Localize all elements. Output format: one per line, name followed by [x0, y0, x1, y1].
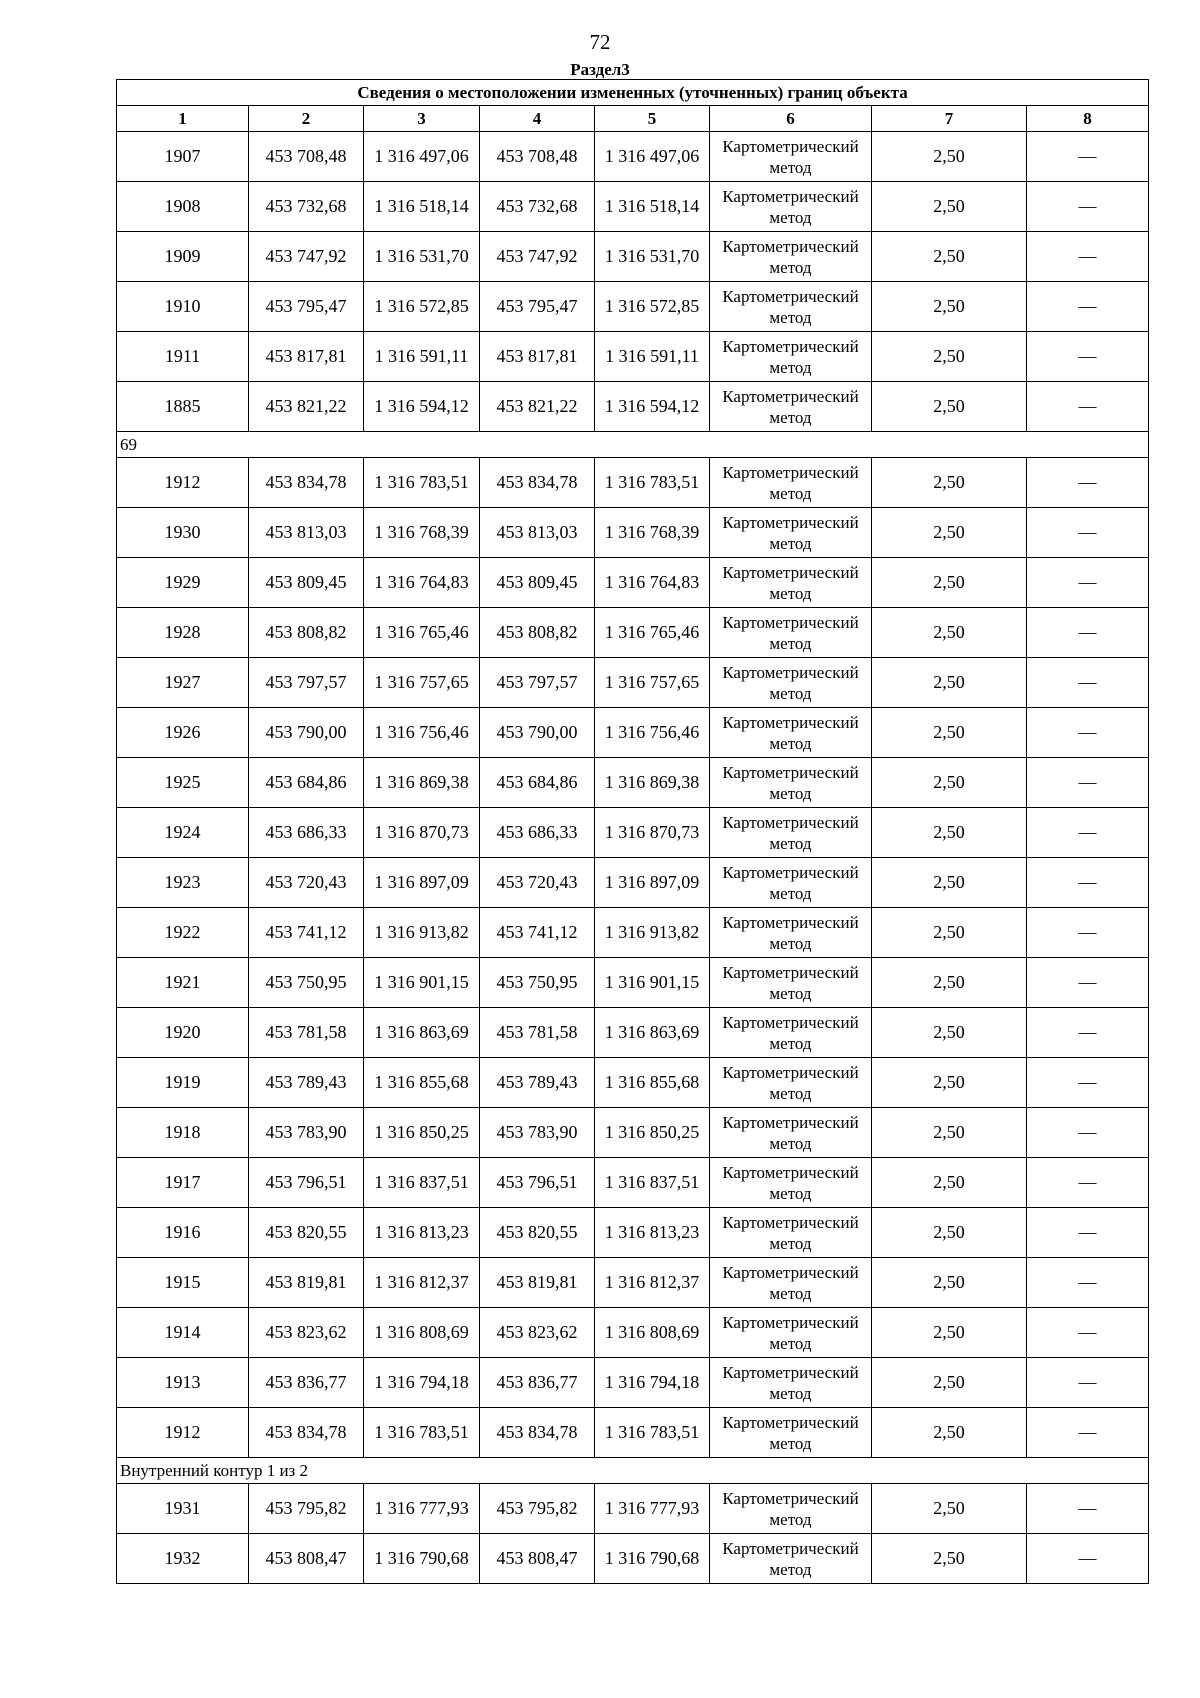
y-old-cell: 1 316 777,93	[364, 1484, 480, 1534]
method-cell: Картометрический метод	[710, 1534, 872, 1584]
table-row	[117, 1008, 1149, 1058]
method-cell: Картометрический метод	[710, 1208, 872, 1258]
y-old-cell: 1 316 812,37	[364, 1258, 480, 1308]
accuracy-cell: 2,50	[872, 332, 1027, 382]
y-new-cell: 1 316 790,68	[595, 1534, 710, 1584]
note-cell: —	[1027, 1008, 1149, 1058]
x-new-cell: 453 795,82	[480, 1484, 595, 1534]
point-number-cell: 1910	[117, 282, 249, 332]
table-row	[117, 658, 1149, 708]
y-old-cell: 1 316 813,23	[364, 1208, 480, 1258]
x-old-cell: 453 809,45	[249, 558, 364, 608]
x-new-cell: 453 821,22	[480, 382, 595, 432]
note-cell: —	[1027, 1358, 1149, 1408]
point-number-cell: 1885	[117, 382, 249, 432]
x-old-cell: 453 741,12	[249, 908, 364, 958]
x-new-cell: 453 813,03	[480, 508, 595, 558]
point-number-cell: 1909	[117, 232, 249, 282]
method-cell: Картометрический метод	[710, 1358, 872, 1408]
column-header: 8	[1027, 106, 1149, 132]
table-row	[117, 1358, 1149, 1408]
point-number-cell: 1920	[117, 1008, 249, 1058]
note-cell: —	[1027, 1408, 1149, 1458]
method-cell: Картометрический метод	[710, 858, 872, 908]
x-new-cell: 453 817,81	[480, 332, 595, 382]
point-number-cell: 1923	[117, 858, 249, 908]
column-header: 5	[595, 106, 710, 132]
x-new-cell: 453 732,68	[480, 182, 595, 232]
note-cell: —	[1027, 1158, 1149, 1208]
x-new-cell: 453 809,45	[480, 558, 595, 608]
method-cell: Картометрический метод	[710, 558, 872, 608]
note-cell: —	[1027, 1308, 1149, 1358]
x-old-cell: 453 789,43	[249, 1058, 364, 1108]
y-new-cell: 1 316 897,09	[595, 858, 710, 908]
x-new-cell: 453 789,43	[480, 1058, 595, 1108]
y-new-cell: 1 316 594,12	[595, 382, 710, 432]
y-new-cell: 1 316 765,46	[595, 608, 710, 658]
section-title: Раздел3	[570, 60, 630, 79]
x-old-cell: 453 813,03	[249, 508, 364, 558]
x-new-cell: 453 796,51	[480, 1158, 595, 1208]
column-header: 1	[117, 106, 249, 132]
y-old-cell: 1 316 518,14	[364, 182, 480, 232]
accuracy-cell: 2,50	[872, 758, 1027, 808]
y-new-cell: 1 316 757,65	[595, 658, 710, 708]
y-old-cell: 1 316 913,82	[364, 908, 480, 958]
table-row	[117, 858, 1149, 908]
x-new-cell: 453 808,47	[480, 1534, 595, 1584]
method-cell: Картометрический метод	[710, 232, 872, 282]
accuracy-cell: 2,50	[872, 282, 1027, 332]
contour-label: 69	[117, 432, 1149, 458]
table-row	[117, 908, 1149, 958]
x-old-cell: 453 750,95	[249, 958, 364, 1008]
x-new-cell: 453 820,55	[480, 1208, 595, 1258]
method-cell: Картометрический метод	[710, 958, 872, 1008]
method-cell: Картометрический метод	[710, 1308, 872, 1358]
accuracy-cell: 2,50	[872, 1258, 1027, 1308]
y-old-cell: 1 316 783,51	[364, 458, 480, 508]
x-new-cell: 453 720,43	[480, 858, 595, 908]
table-row	[117, 1484, 1149, 1534]
table-row	[117, 958, 1149, 1008]
note-cell: —	[1027, 382, 1149, 432]
y-old-cell: 1 316 591,11	[364, 332, 480, 382]
x-old-cell: 453 781,58	[249, 1008, 364, 1058]
method-cell: Картометрический метод	[710, 182, 872, 232]
point-number-cell: 1913	[117, 1358, 249, 1408]
y-old-cell: 1 316 855,68	[364, 1058, 480, 1108]
note-cell: —	[1027, 332, 1149, 382]
accuracy-cell: 2,50	[872, 182, 1027, 232]
x-new-cell: 453 747,92	[480, 232, 595, 282]
table-row	[117, 508, 1149, 558]
method-cell: Картометрический метод	[710, 1258, 872, 1308]
note-cell: —	[1027, 508, 1149, 558]
x-new-cell: 453 834,78	[480, 1408, 595, 1458]
table-row	[117, 182, 1149, 232]
point-number-cell: 1917	[117, 1158, 249, 1208]
y-new-cell: 1 316 531,70	[595, 232, 710, 282]
x-new-cell: 453 781,58	[480, 1008, 595, 1058]
point-number-cell: 1922	[117, 908, 249, 958]
x-new-cell: 453 708,48	[480, 132, 595, 182]
y-new-cell: 1 316 808,69	[595, 1308, 710, 1358]
y-old-cell: 1 316 850,25	[364, 1108, 480, 1158]
x-old-cell: 453 790,00	[249, 708, 364, 758]
x-new-cell: 453 684,86	[480, 758, 595, 808]
x-old-cell: 453 819,81	[249, 1258, 364, 1308]
note-cell: —	[1027, 1258, 1149, 1308]
method-cell: Картометрический метод	[710, 758, 872, 808]
y-new-cell: 1 316 855,68	[595, 1058, 710, 1108]
y-old-cell: 1 316 497,06	[364, 132, 480, 182]
y-old-cell: 1 316 756,46	[364, 708, 480, 758]
table-row	[117, 458, 1149, 508]
point-number-cell: 1921	[117, 958, 249, 1008]
y-new-cell: 1 316 869,38	[595, 758, 710, 808]
y-new-cell: 1 316 863,69	[595, 1008, 710, 1058]
point-number-cell: 1927	[117, 658, 249, 708]
y-old-cell: 1 316 790,68	[364, 1534, 480, 1584]
y-old-cell: 1 316 757,65	[364, 658, 480, 708]
y-old-cell: 1 316 531,70	[364, 232, 480, 282]
x-new-cell: 453 797,57	[480, 658, 595, 708]
note-cell: —	[1027, 458, 1149, 508]
table-caption: Сведения о местоположении измененных (уточненных) границ объекта	[117, 80, 1149, 106]
x-new-cell: 453 686,33	[480, 808, 595, 858]
point-number-cell: 1912	[117, 1408, 249, 1458]
table-row	[117, 282, 1149, 332]
table-row	[117, 1534, 1149, 1584]
y-new-cell: 1 316 572,85	[595, 282, 710, 332]
accuracy-cell: 2,50	[872, 508, 1027, 558]
y-new-cell: 1 316 794,18	[595, 1358, 710, 1408]
method-cell: Картометрический метод	[710, 508, 872, 558]
y-old-cell: 1 316 808,69	[364, 1308, 480, 1358]
accuracy-cell: 2,50	[872, 1158, 1027, 1208]
accuracy-cell: 2,50	[872, 1534, 1027, 1584]
x-old-cell: 453 720,43	[249, 858, 364, 908]
x-new-cell: 453 741,12	[480, 908, 595, 958]
method-cell: Картометрический метод	[710, 332, 872, 382]
y-old-cell: 1 316 768,39	[364, 508, 480, 558]
accuracy-cell: 2,50	[872, 1058, 1027, 1108]
column-header: 7	[872, 106, 1027, 132]
y-new-cell: 1 316 901,15	[595, 958, 710, 1008]
note-cell: —	[1027, 182, 1149, 232]
x-old-cell: 453 821,22	[249, 382, 364, 432]
method-cell: Картометрический метод	[710, 1484, 872, 1534]
note-cell: —	[1027, 708, 1149, 758]
x-old-cell: 453 836,77	[249, 1358, 364, 1408]
x-old-cell: 453 795,47	[249, 282, 364, 332]
note-cell: —	[1027, 758, 1149, 808]
accuracy-cell: 2,50	[872, 908, 1027, 958]
x-old-cell: 453 797,57	[249, 658, 364, 708]
x-old-cell: 453 686,33	[249, 808, 364, 858]
point-number-cell: 1926	[117, 708, 249, 758]
note-cell: —	[1027, 958, 1149, 1008]
point-number-cell: 1931	[117, 1484, 249, 1534]
table-row	[117, 1308, 1149, 1358]
y-old-cell: 1 316 765,46	[364, 608, 480, 658]
method-cell: Картометрический метод	[710, 708, 872, 758]
accuracy-cell: 2,50	[872, 232, 1027, 282]
accuracy-cell: 2,50	[872, 558, 1027, 608]
method-cell: Картометрический метод	[710, 908, 872, 958]
note-cell: —	[1027, 908, 1149, 958]
y-old-cell: 1 316 572,85	[364, 282, 480, 332]
accuracy-cell: 2,50	[872, 1208, 1027, 1258]
x-new-cell: 453 836,77	[480, 1358, 595, 1408]
y-new-cell: 1 316 777,93	[595, 1484, 710, 1534]
point-number-cell: 1912	[117, 458, 249, 508]
accuracy-cell: 2,50	[872, 958, 1027, 1008]
method-cell: Картометрический метод	[710, 1008, 872, 1058]
point-number-cell: 1919	[117, 1058, 249, 1108]
method-cell: Картометрический метод	[710, 132, 872, 182]
point-number-cell: 1915	[117, 1258, 249, 1308]
contour-label-row	[117, 1458, 1149, 1484]
note-cell: —	[1027, 1058, 1149, 1108]
column-header: 6	[710, 106, 872, 132]
table-row	[117, 1058, 1149, 1108]
x-old-cell: 453 732,68	[249, 182, 364, 232]
accuracy-cell: 2,50	[872, 858, 1027, 908]
table-row	[117, 708, 1149, 758]
note-cell: —	[1027, 808, 1149, 858]
note-cell: —	[1027, 1208, 1149, 1258]
note-cell: —	[1027, 1534, 1149, 1584]
accuracy-cell: 2,50	[872, 1408, 1027, 1458]
accuracy-cell: 2,50	[872, 808, 1027, 858]
column-header: 4	[480, 106, 595, 132]
method-cell: Картометрический метод	[710, 282, 872, 332]
y-new-cell: 1 316 783,51	[595, 1408, 710, 1458]
method-cell: Картометрический метод	[710, 458, 872, 508]
accuracy-cell: 2,50	[872, 382, 1027, 432]
y-old-cell: 1 316 764,83	[364, 558, 480, 608]
contour-label: Внутренний контур 1 из 2	[117, 1458, 1149, 1484]
point-number-cell: 1916	[117, 1208, 249, 1258]
method-cell: Картометрический метод	[710, 382, 872, 432]
y-new-cell: 1 316 913,82	[595, 908, 710, 958]
y-new-cell: 1 316 837,51	[595, 1158, 710, 1208]
y-old-cell: 1 316 897,09	[364, 858, 480, 908]
note-cell: —	[1027, 608, 1149, 658]
x-old-cell: 453 808,47	[249, 1534, 364, 1584]
x-new-cell: 453 783,90	[480, 1108, 595, 1158]
x-new-cell: 453 795,47	[480, 282, 595, 332]
x-old-cell: 453 684,86	[249, 758, 364, 808]
table-row	[117, 232, 1149, 282]
x-old-cell: 453 795,82	[249, 1484, 364, 1534]
table-row	[117, 808, 1149, 858]
accuracy-cell: 2,50	[872, 1358, 1027, 1408]
y-new-cell: 1 316 756,46	[595, 708, 710, 758]
table-header-row	[117, 106, 1149, 132]
note-cell: —	[1027, 658, 1149, 708]
x-old-cell: 453 783,90	[249, 1108, 364, 1158]
table-row	[117, 758, 1149, 808]
contour-label-row	[117, 432, 1149, 458]
accuracy-cell: 2,50	[872, 458, 1027, 508]
accuracy-cell: 2,50	[872, 1108, 1027, 1158]
x-old-cell: 453 834,78	[249, 1408, 364, 1458]
table-row	[117, 1258, 1149, 1308]
x-old-cell: 453 796,51	[249, 1158, 364, 1208]
x-new-cell: 453 790,00	[480, 708, 595, 758]
table-row	[117, 332, 1149, 382]
x-old-cell: 453 708,48	[249, 132, 364, 182]
y-old-cell: 1 316 794,18	[364, 1358, 480, 1408]
y-new-cell: 1 316 812,37	[595, 1258, 710, 1308]
point-number-cell: 1911	[117, 332, 249, 382]
accuracy-cell: 2,50	[872, 608, 1027, 658]
y-new-cell: 1 316 518,14	[595, 182, 710, 232]
y-old-cell: 1 316 869,38	[364, 758, 480, 808]
method-cell: Картометрический метод	[710, 1108, 872, 1158]
x-old-cell: 453 747,92	[249, 232, 364, 282]
method-cell: Картометрический метод	[710, 1058, 872, 1108]
y-old-cell: 1 316 783,51	[364, 1408, 480, 1458]
column-header: 2	[249, 106, 364, 132]
table-row	[117, 1208, 1149, 1258]
x-old-cell: 453 834,78	[249, 458, 364, 508]
x-old-cell: 453 817,81	[249, 332, 364, 382]
y-old-cell: 1 316 863,69	[364, 1008, 480, 1058]
y-old-cell: 1 316 837,51	[364, 1158, 480, 1208]
x-new-cell: 453 834,78	[480, 458, 595, 508]
note-cell: —	[1027, 1108, 1149, 1158]
accuracy-cell: 2,50	[872, 1484, 1027, 1534]
y-old-cell: 1 316 901,15	[364, 958, 480, 1008]
point-number-cell: 1930	[117, 508, 249, 558]
note-cell: —	[1027, 132, 1149, 182]
y-new-cell: 1 316 870,73	[595, 808, 710, 858]
accuracy-cell: 2,50	[872, 658, 1027, 708]
method-cell: Картометрический метод	[710, 608, 872, 658]
point-number-cell: 1932	[117, 1534, 249, 1584]
x-new-cell: 453 819,81	[480, 1258, 595, 1308]
accuracy-cell: 2,50	[872, 1308, 1027, 1358]
note-cell: —	[1027, 282, 1149, 332]
y-new-cell: 1 316 768,39	[595, 508, 710, 558]
note-cell: —	[1027, 558, 1149, 608]
table-row	[117, 1158, 1149, 1208]
table-row	[117, 1408, 1149, 1458]
x-old-cell: 453 823,62	[249, 1308, 364, 1358]
method-cell: Картометрический метод	[710, 1408, 872, 1458]
table-row	[117, 132, 1149, 182]
point-number-cell: 1924	[117, 808, 249, 858]
table-row	[117, 382, 1149, 432]
table-row	[117, 558, 1149, 608]
x-new-cell: 453 823,62	[480, 1308, 595, 1358]
point-number-cell: 1914	[117, 1308, 249, 1358]
y-new-cell: 1 316 497,06	[595, 132, 710, 182]
note-cell: —	[1027, 232, 1149, 282]
x-new-cell: 453 808,82	[480, 608, 595, 658]
point-number-cell: 1907	[117, 132, 249, 182]
column-header: 3	[364, 106, 480, 132]
boundary-coordinates-table	[116, 79, 1149, 1584]
accuracy-cell: 2,50	[872, 1008, 1027, 1058]
note-cell: —	[1027, 858, 1149, 908]
table-caption-row	[117, 80, 1149, 106]
accuracy-cell: 2,50	[872, 132, 1027, 182]
method-cell: Картометрический метод	[710, 658, 872, 708]
x-new-cell: 453 750,95	[480, 958, 595, 1008]
y-new-cell: 1 316 783,51	[595, 458, 710, 508]
point-number-cell: 1928	[117, 608, 249, 658]
x-old-cell: 453 808,82	[249, 608, 364, 658]
point-number-cell: 1929	[117, 558, 249, 608]
method-cell: Картометрический метод	[710, 1158, 872, 1208]
y-new-cell: 1 316 764,83	[595, 558, 710, 608]
point-number-cell: 1925	[117, 758, 249, 808]
y-new-cell: 1 316 813,23	[595, 1208, 710, 1258]
method-cell: Картометрический метод	[710, 808, 872, 858]
y-new-cell: 1 316 850,25	[595, 1108, 710, 1158]
accuracy-cell: 2,50	[872, 708, 1027, 758]
note-cell: —	[1027, 1484, 1149, 1534]
table-row	[117, 608, 1149, 658]
y-old-cell: 1 316 594,12	[364, 382, 480, 432]
y-new-cell: 1 316 591,11	[595, 332, 710, 382]
table-row	[117, 1108, 1149, 1158]
point-number-cell: 1908	[117, 182, 249, 232]
x-old-cell: 453 820,55	[249, 1208, 364, 1258]
point-number-cell: 1918	[117, 1108, 249, 1158]
page-number: 72	[589, 30, 611, 54]
y-old-cell: 1 316 870,73	[364, 808, 480, 858]
